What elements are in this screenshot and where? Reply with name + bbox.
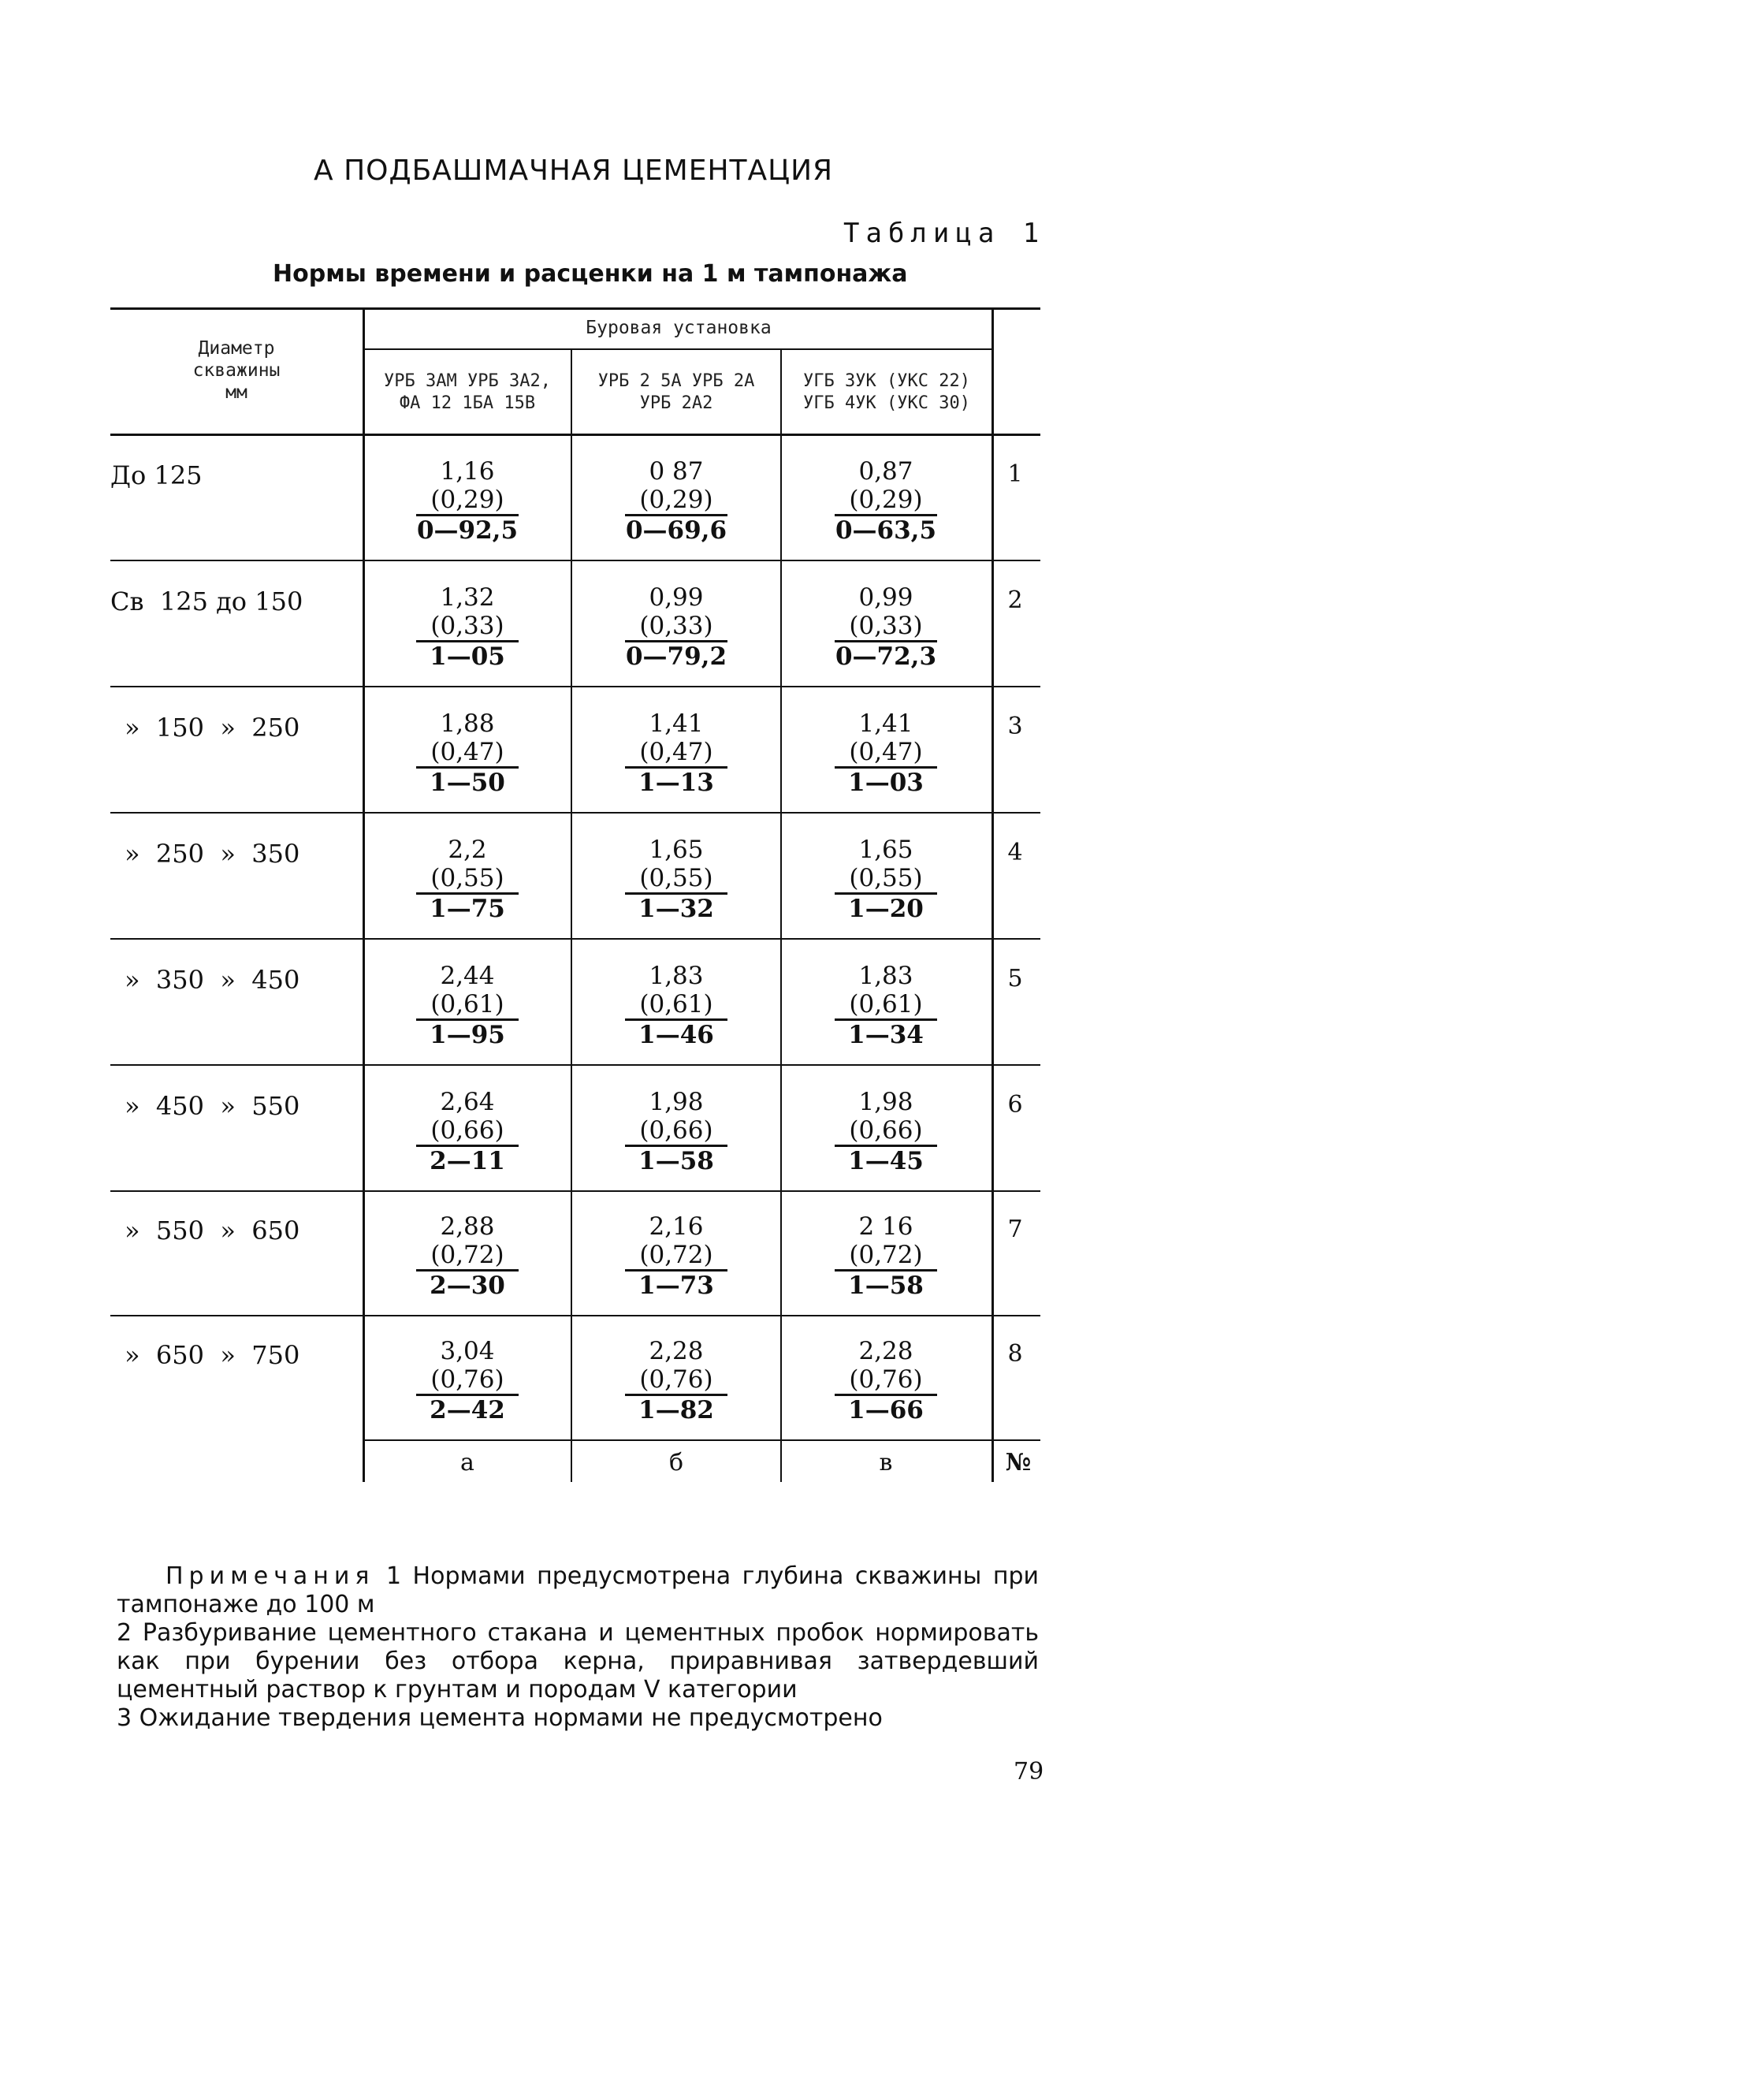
cell-rate: 1—75	[430, 895, 505, 923]
cell-rate: 2—42	[430, 1396, 505, 1424]
table-top-rule	[110, 307, 1040, 310]
cell-time: 2,64	[440, 1088, 495, 1116]
cell-time-paren: (0,47)	[416, 738, 518, 769]
cell-time-paren: (0,76)	[416, 1365, 518, 1396]
section-title: А ПОДБАШМАЧНАЯ ЦЕМЕНТАЦИЯ	[314, 155, 834, 187]
cell-time-paren: (0,55)	[625, 864, 727, 895]
notes-heading: Примечания	[166, 1562, 375, 1590]
column-letter: а	[460, 1449, 474, 1476]
cell-time-paren: (0,47)	[625, 738, 727, 769]
group-rule	[363, 348, 993, 350]
cell-time: 1,32	[440, 583, 495, 612]
cell-rate: 0—92,5	[416, 516, 519, 545]
column-letter: б	[668, 1449, 684, 1476]
cell-time-paren: (0,33)	[625, 612, 727, 642]
notes	[117, 1562, 1039, 1733]
column-header-1	[363, 370, 572, 415]
cell-time-paren: (0,55)	[835, 864, 936, 895]
row-number: 7	[1007, 1216, 1023, 1243]
table-cell	[364, 836, 571, 923]
table-cell	[364, 962, 571, 1049]
cell-rate: 0—79,2	[625, 642, 727, 671]
cell-time: 0,99	[649, 583, 704, 612]
table-cell	[783, 1212, 989, 1300]
row-number: 5	[1007, 965, 1023, 992]
table-cell	[364, 1337, 571, 1424]
table-cell	[364, 709, 571, 797]
cell-rate: 0—72,3	[835, 642, 937, 671]
column-header-line: УРБ 3АМ УРБ 3А2,	[384, 371, 551, 391]
cell-time: 1,83	[649, 962, 704, 990]
diameter-header-line: скважины	[192, 360, 281, 381]
cell-time: 1,98	[649, 1088, 704, 1116]
row-number: 1	[1007, 460, 1023, 488]
cell-time: 1,83	[858, 962, 913, 990]
table-cell	[573, 1212, 779, 1300]
cell-time-paren: (0,33)	[835, 612, 936, 642]
row-label: Св 125 до 150	[110, 586, 303, 616]
table-cell	[783, 583, 989, 671]
cell-time: 0 87	[649, 457, 704, 486]
row-rule	[110, 812, 1040, 814]
table-cell	[573, 836, 779, 923]
table-cell	[573, 709, 779, 797]
row-rule	[110, 560, 1040, 561]
cell-time-paren: (0,29)	[835, 486, 936, 516]
row-label: » 450 » 550	[125, 1091, 300, 1121]
cell-time: 1,65	[649, 836, 704, 864]
table-cell	[573, 1088, 779, 1175]
row-rule	[110, 1064, 1040, 1066]
cell-time-paren: (0,61)	[835, 990, 936, 1021]
cell-rate: 1—58	[848, 1272, 924, 1300]
cell-time-paren: (0,66)	[625, 1116, 727, 1147]
cell-time-paren: (0,72)	[625, 1241, 727, 1272]
col-divider-3	[780, 348, 782, 1482]
cell-time: 2,28	[858, 1337, 913, 1365]
cell-time: 1,41	[649, 709, 704, 738]
table-cell	[364, 457, 571, 545]
row-rule	[110, 1315, 1040, 1316]
group-header: Буровая установка	[586, 318, 772, 338]
column-header-line: УГБ 3УК (УКС 22)	[803, 371, 970, 391]
row-rule	[110, 938, 1040, 940]
row-label: » 350 » 450	[125, 965, 300, 995]
cell-time: 0,99	[858, 583, 913, 612]
cell-time: 1,88	[440, 709, 495, 738]
table-cell	[783, 836, 989, 923]
cell-rate: 0—69,6	[625, 516, 727, 545]
table-cell	[573, 962, 779, 1049]
cell-time: 2,28	[649, 1337, 704, 1365]
cell-time: 2 16	[858, 1212, 913, 1241]
table-cell	[364, 1088, 571, 1175]
table-caption: Нормы времени и расценки на 1 м тампонажа	[273, 260, 908, 288]
cell-time: 1,41	[858, 709, 913, 738]
cell-rate: 1—66	[848, 1396, 924, 1424]
cell-time-paren: (0,66)	[835, 1116, 936, 1147]
cell-rate: 1—05	[430, 642, 505, 671]
cell-time-paren: (0,61)	[416, 990, 518, 1021]
table-cell	[364, 1212, 571, 1300]
note-item: 1 Нормами предусмотрена глубина скважины при тампонаже до 100 м	[117, 1562, 1039, 1618]
cell-time-paren: (0,72)	[835, 1241, 936, 1272]
row-number: 8	[1007, 1340, 1023, 1368]
cell-time: 2,2	[448, 836, 487, 864]
diameter-header-line: Диаметр	[198, 338, 275, 359]
row-label: До 125	[110, 460, 203, 490]
column-letter: в	[879, 1449, 893, 1476]
cell-rate: 2—11	[430, 1147, 505, 1175]
cell-rate: 1—95	[430, 1021, 505, 1049]
table-cell	[573, 583, 779, 671]
row-label: » 650 » 750	[125, 1340, 300, 1370]
row-number: 6	[1007, 1091, 1023, 1119]
cell-time-paren: (0,66)	[416, 1116, 518, 1147]
cell-rate: 1—20	[848, 895, 924, 923]
cell-rate: 1—03	[848, 769, 924, 797]
table-cell	[783, 962, 989, 1049]
table-cell	[783, 1088, 989, 1175]
row-number: 4	[1007, 839, 1023, 866]
cell-time-paren: (0,29)	[416, 486, 518, 516]
cell-time: 3,04	[440, 1337, 495, 1365]
cell-time-paren: (0,72)	[416, 1241, 518, 1272]
cell-time: 2,88	[440, 1212, 495, 1241]
row-rule	[110, 686, 1040, 687]
cell-time-paren: (0,55)	[416, 864, 518, 895]
cell-rate: 1—46	[638, 1021, 714, 1049]
cell-time: 1,16	[440, 457, 495, 486]
cell-time-paren: (0,33)	[416, 612, 518, 642]
cell-time: 0,87	[858, 457, 913, 486]
column-header-line: УГБ 4УК (УКС 30)	[803, 393, 970, 413]
column-header-3	[782, 370, 991, 415]
cell-rate: 1—34	[848, 1021, 924, 1049]
diameter-header-line: мм	[225, 382, 247, 403]
cell-time-paren: (0,76)	[625, 1365, 727, 1396]
number-column-label: №	[1005, 1449, 1032, 1476]
cell-rate: 1—50	[430, 769, 505, 797]
cell-rate: 1—32	[638, 895, 714, 923]
cell-rate: 2—30	[430, 1272, 505, 1300]
row-number: 3	[1007, 713, 1023, 740]
table-cell	[783, 709, 989, 797]
row-label: » 550 » 650	[125, 1216, 300, 1245]
cell-time: 1,65	[858, 836, 913, 864]
cell-rate: 1—45	[848, 1147, 924, 1175]
cell-time-paren: (0,47)	[835, 738, 936, 769]
note-item: 2 Разбуривание цементного стакана и цементных пробок нормировать как при бурении без отбора керна, приравнивая затвердевший цементный раствор к грунтам и породам V категории	[117, 1619, 1039, 1703]
cell-time-paren: (0,76)	[835, 1365, 936, 1396]
cell-rate: 1—58	[638, 1147, 714, 1175]
cell-time-paren: (0,29)	[625, 486, 727, 516]
col-divider-2	[571, 348, 572, 1482]
cell-time: 2,16	[649, 1212, 704, 1241]
table-cell	[783, 1337, 989, 1424]
table-cell	[783, 457, 989, 545]
table-cell	[573, 457, 779, 545]
cell-rate: 1—13	[638, 769, 714, 797]
footer-rule	[363, 1439, 1040, 1441]
diameter-header	[142, 337, 331, 404]
column-header-line: УРБ 2 5А УРБ 2А	[597, 371, 755, 391]
column-header-line: УРБ 2А2	[639, 393, 713, 413]
cell-time: 1,98	[858, 1088, 913, 1116]
page-number: 79	[1014, 1758, 1044, 1785]
cell-time: 2,44	[440, 962, 495, 990]
cell-rate: 0—63,5	[835, 516, 937, 545]
table-cell	[573, 1337, 779, 1424]
row-rule	[110, 1190, 1040, 1192]
row-label: » 250 » 350	[125, 839, 300, 869]
cell-time-paren: (0,61)	[625, 990, 727, 1021]
note-item: 3 Ожидание твердения цемента нормами не предусмотрено	[117, 1704, 883, 1732]
row-number: 2	[1007, 586, 1023, 614]
column-header-line: ФА 12 1БА 15В	[399, 393, 536, 413]
column-header-2	[572, 370, 780, 415]
cell-rate: 1—82	[638, 1396, 714, 1424]
table-cell	[364, 583, 571, 671]
table-label: Таблица 1	[843, 218, 1046, 249]
header-bottom-rule	[110, 434, 1040, 436]
row-label: » 150 » 250	[125, 713, 300, 743]
cell-rate: 1—73	[638, 1272, 714, 1300]
